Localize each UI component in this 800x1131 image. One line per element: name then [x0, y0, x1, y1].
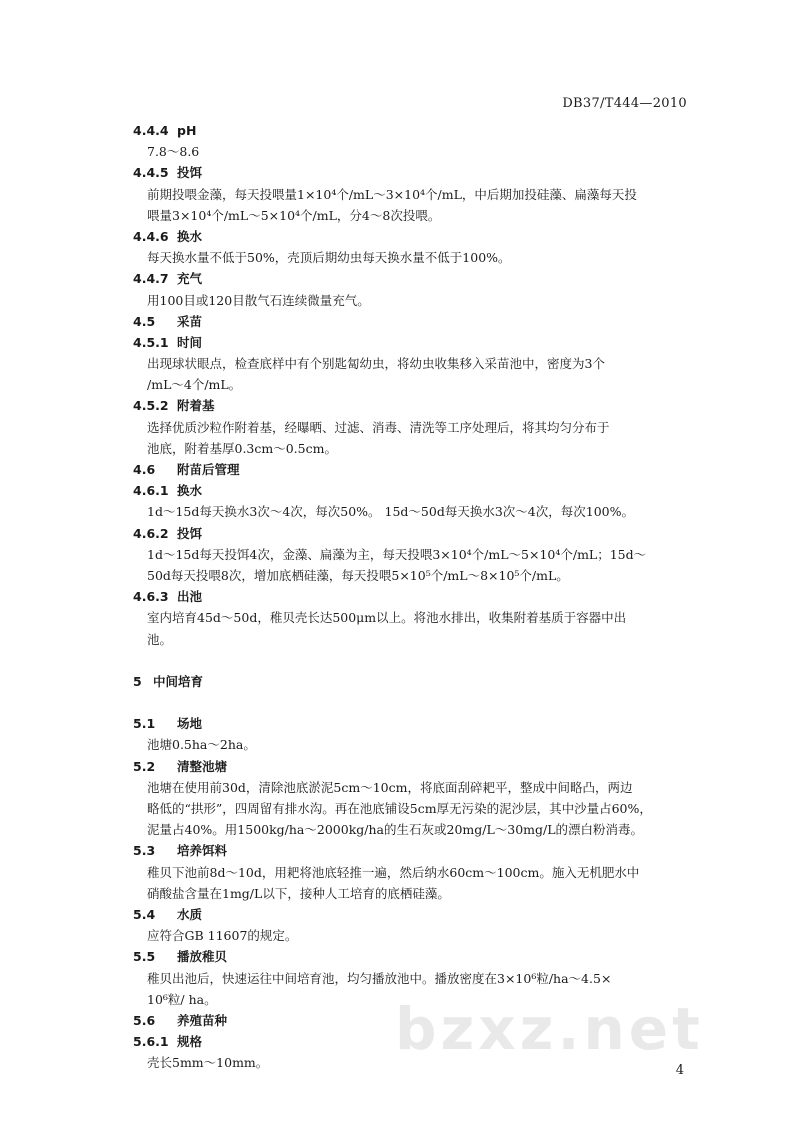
section-heading: [133, 268, 693, 289]
section-number: 4.4.4: [133, 123, 169, 138]
paragraph-line: 硝酸盐含量在1mg/L以下，接种人工培育的底栖硅藻。: [147, 885, 450, 901]
section-number: 4.6: [133, 462, 156, 477]
section-number: 5.6: [133, 1012, 156, 1028]
section-heading: [133, 120, 693, 141]
section-heading: [133, 713, 693, 734]
paragraph-line: 1d～15d每天投饵4次，金藻、扁藻为主，每天投喂3×10⁴个/mL～5×10⁴个/mL；15d～: [147, 546, 647, 562]
section-spacer: [133, 650, 693, 671]
section-heading: [133, 395, 693, 416]
paragraph-line: 7.8～8.6: [147, 144, 200, 160]
section-title: 规格: [177, 1034, 203, 1050]
section-heading: [133, 756, 693, 777]
section-title: 养殖苗种: [177, 1012, 228, 1028]
paragraph-line: 壳长5mm～10mm。: [147, 1055, 269, 1071]
section-number: 5.2: [133, 758, 156, 774]
section-title: 水质: [177, 906, 203, 922]
paragraph-line: 略低的“拱形”，四周留有排水沟。再在池底铺设5cm厚无污染的泥沙层，其中沙量占60%，: [147, 801, 652, 816]
paragraph-line: 池塘在使用前30d，清除池底淤泥5cm～10cm，将底面刮碎耙平，整成中间略凸，两边: [147, 779, 633, 795]
section-heading: [133, 226, 693, 247]
paragraph-line: /mL～4个/mL。: [147, 377, 242, 393]
section-number: 5.1: [133, 716, 156, 732]
section-heading: [133, 671, 693, 692]
section-number: 4.4.6: [133, 228, 169, 244]
section-number: 5.3: [133, 843, 156, 859]
paragraph-line: 前期投喂金藻，每天投喂量1×10⁴个/mL～3×10⁴个/mL，中后期加投硅藻、扁藻每天投: [147, 186, 637, 202]
section-title: 投饵: [177, 525, 203, 541]
document-code: DB37/T444—2010: [562, 96, 687, 111]
section-number: 4.5.1: [133, 334, 169, 350]
page-number: 4: [675, 1063, 684, 1078]
section-title: pH: [177, 123, 197, 138]
section-title: 充气: [177, 271, 203, 287]
section-heading: [133, 480, 693, 501]
paragraph-line: 池塘0.5ha～2ha。: [147, 737, 256, 753]
paragraph-line: 出现球状眼点，检查底样中有个别匙匐幼虫，将幼虫收集移入采苗池中，密度为3个: [147, 356, 605, 372]
section-heading: [133, 904, 693, 925]
section-number: 4.4.7: [133, 271, 169, 287]
section-number: 5.4: [133, 906, 156, 922]
paragraph-line: 室内培育45d～50d，稚贝壳长达500μm以上。将池水排出，收集附着基质于容器中出: [147, 610, 627, 626]
section-title: 清整池塘: [177, 758, 228, 774]
document-body: [133, 120, 693, 1073]
watermark: bzxz.net: [395, 995, 704, 1063]
section-title: 时间: [177, 334, 203, 350]
section-number: 4.5: [133, 313, 156, 329]
paragraph-line: 10⁶粒/ ha。: [147, 991, 217, 1007]
section-number: 4.5.2: [133, 398, 169, 414]
section-number: 5.6.1: [133, 1034, 169, 1050]
section-heading: [133, 162, 693, 183]
paragraph-line: 每天换水量不低于50%，壳顶后期幼虫每天换水量不低于100%。: [147, 250, 511, 266]
paragraph-line: 池。: [147, 631, 173, 647]
section-title: 播放稚贝: [177, 949, 228, 965]
section-title: 投饵: [177, 165, 203, 181]
section-title: 换水: [177, 483, 203, 499]
paragraph-line: 1d～15d每天换水3次～4次，每次50%。 15d～50d每天换水3次～4次，每次100%。: [147, 504, 634, 520]
section-title: 附着基: [177, 398, 215, 414]
section-heading: [133, 523, 693, 544]
section-heading: [133, 332, 693, 353]
paragraph-line: 50d每天投喂8次，增加底栖硅藻，每天投喂5×10⁵个/mL～8×10⁵个/mL。: [147, 567, 569, 583]
section-number: 5.5: [133, 949, 156, 965]
section-title: 中间培育: [153, 673, 204, 689]
section-heading: [133, 840, 693, 861]
paragraph-line: 选择优质沙粒作附着基，经曝晒、过滤、消毒、清洗等工序处理后，将其均匀分布于: [147, 419, 610, 435]
paragraph-line: 稚贝下池前8d～10d，用耙将池底轻推一遍，然后纳水60cm～100cm。施入无机肥水中: [147, 864, 640, 880]
section-number: 5: [133, 673, 142, 689]
section-title: 采苗: [177, 313, 203, 329]
paragraph-line: 应符合GB 11607的规定。: [147, 928, 298, 944]
section-number: 4.4.5: [133, 165, 169, 181]
section-title: 场地: [177, 716, 203, 732]
section-title: 附苗后管理: [177, 462, 240, 477]
paragraph-line: 喂量3×10⁴个/mL～5×10⁴个/mL，分4～8次投喂。: [147, 207, 441, 223]
section-heading: [133, 311, 693, 332]
section-title: 换水: [177, 228, 203, 244]
paragraph-line: 泥量占40%。用1500kg/ha～2000kg/ha的生石灰或20mg/L～30mg/L的漂白粉消毒。: [147, 822, 644, 838]
section-title: 培养饵料: [177, 843, 228, 859]
section-number: 4.6.1: [133, 483, 169, 499]
paragraph-line: 稚贝出池后，快速运往中间培育池，均匀播放池中。播放密度在3×10⁶粒/ha～4.5×: [147, 970, 612, 986]
section-heading: [133, 946, 693, 967]
section-spacer: [133, 692, 693, 713]
section-number: 4.6.3: [133, 589, 169, 605]
section-title: 出池: [177, 589, 203, 605]
section-heading: [133, 459, 693, 480]
section-heading: [133, 586, 693, 607]
section-number: 4.6.2: [133, 525, 169, 541]
paragraph-line: 用100目或120目散气石连续微量充气。: [147, 292, 370, 308]
paragraph-line: 池底，附着基厚0.3cm～0.5cm。: [147, 440, 337, 456]
